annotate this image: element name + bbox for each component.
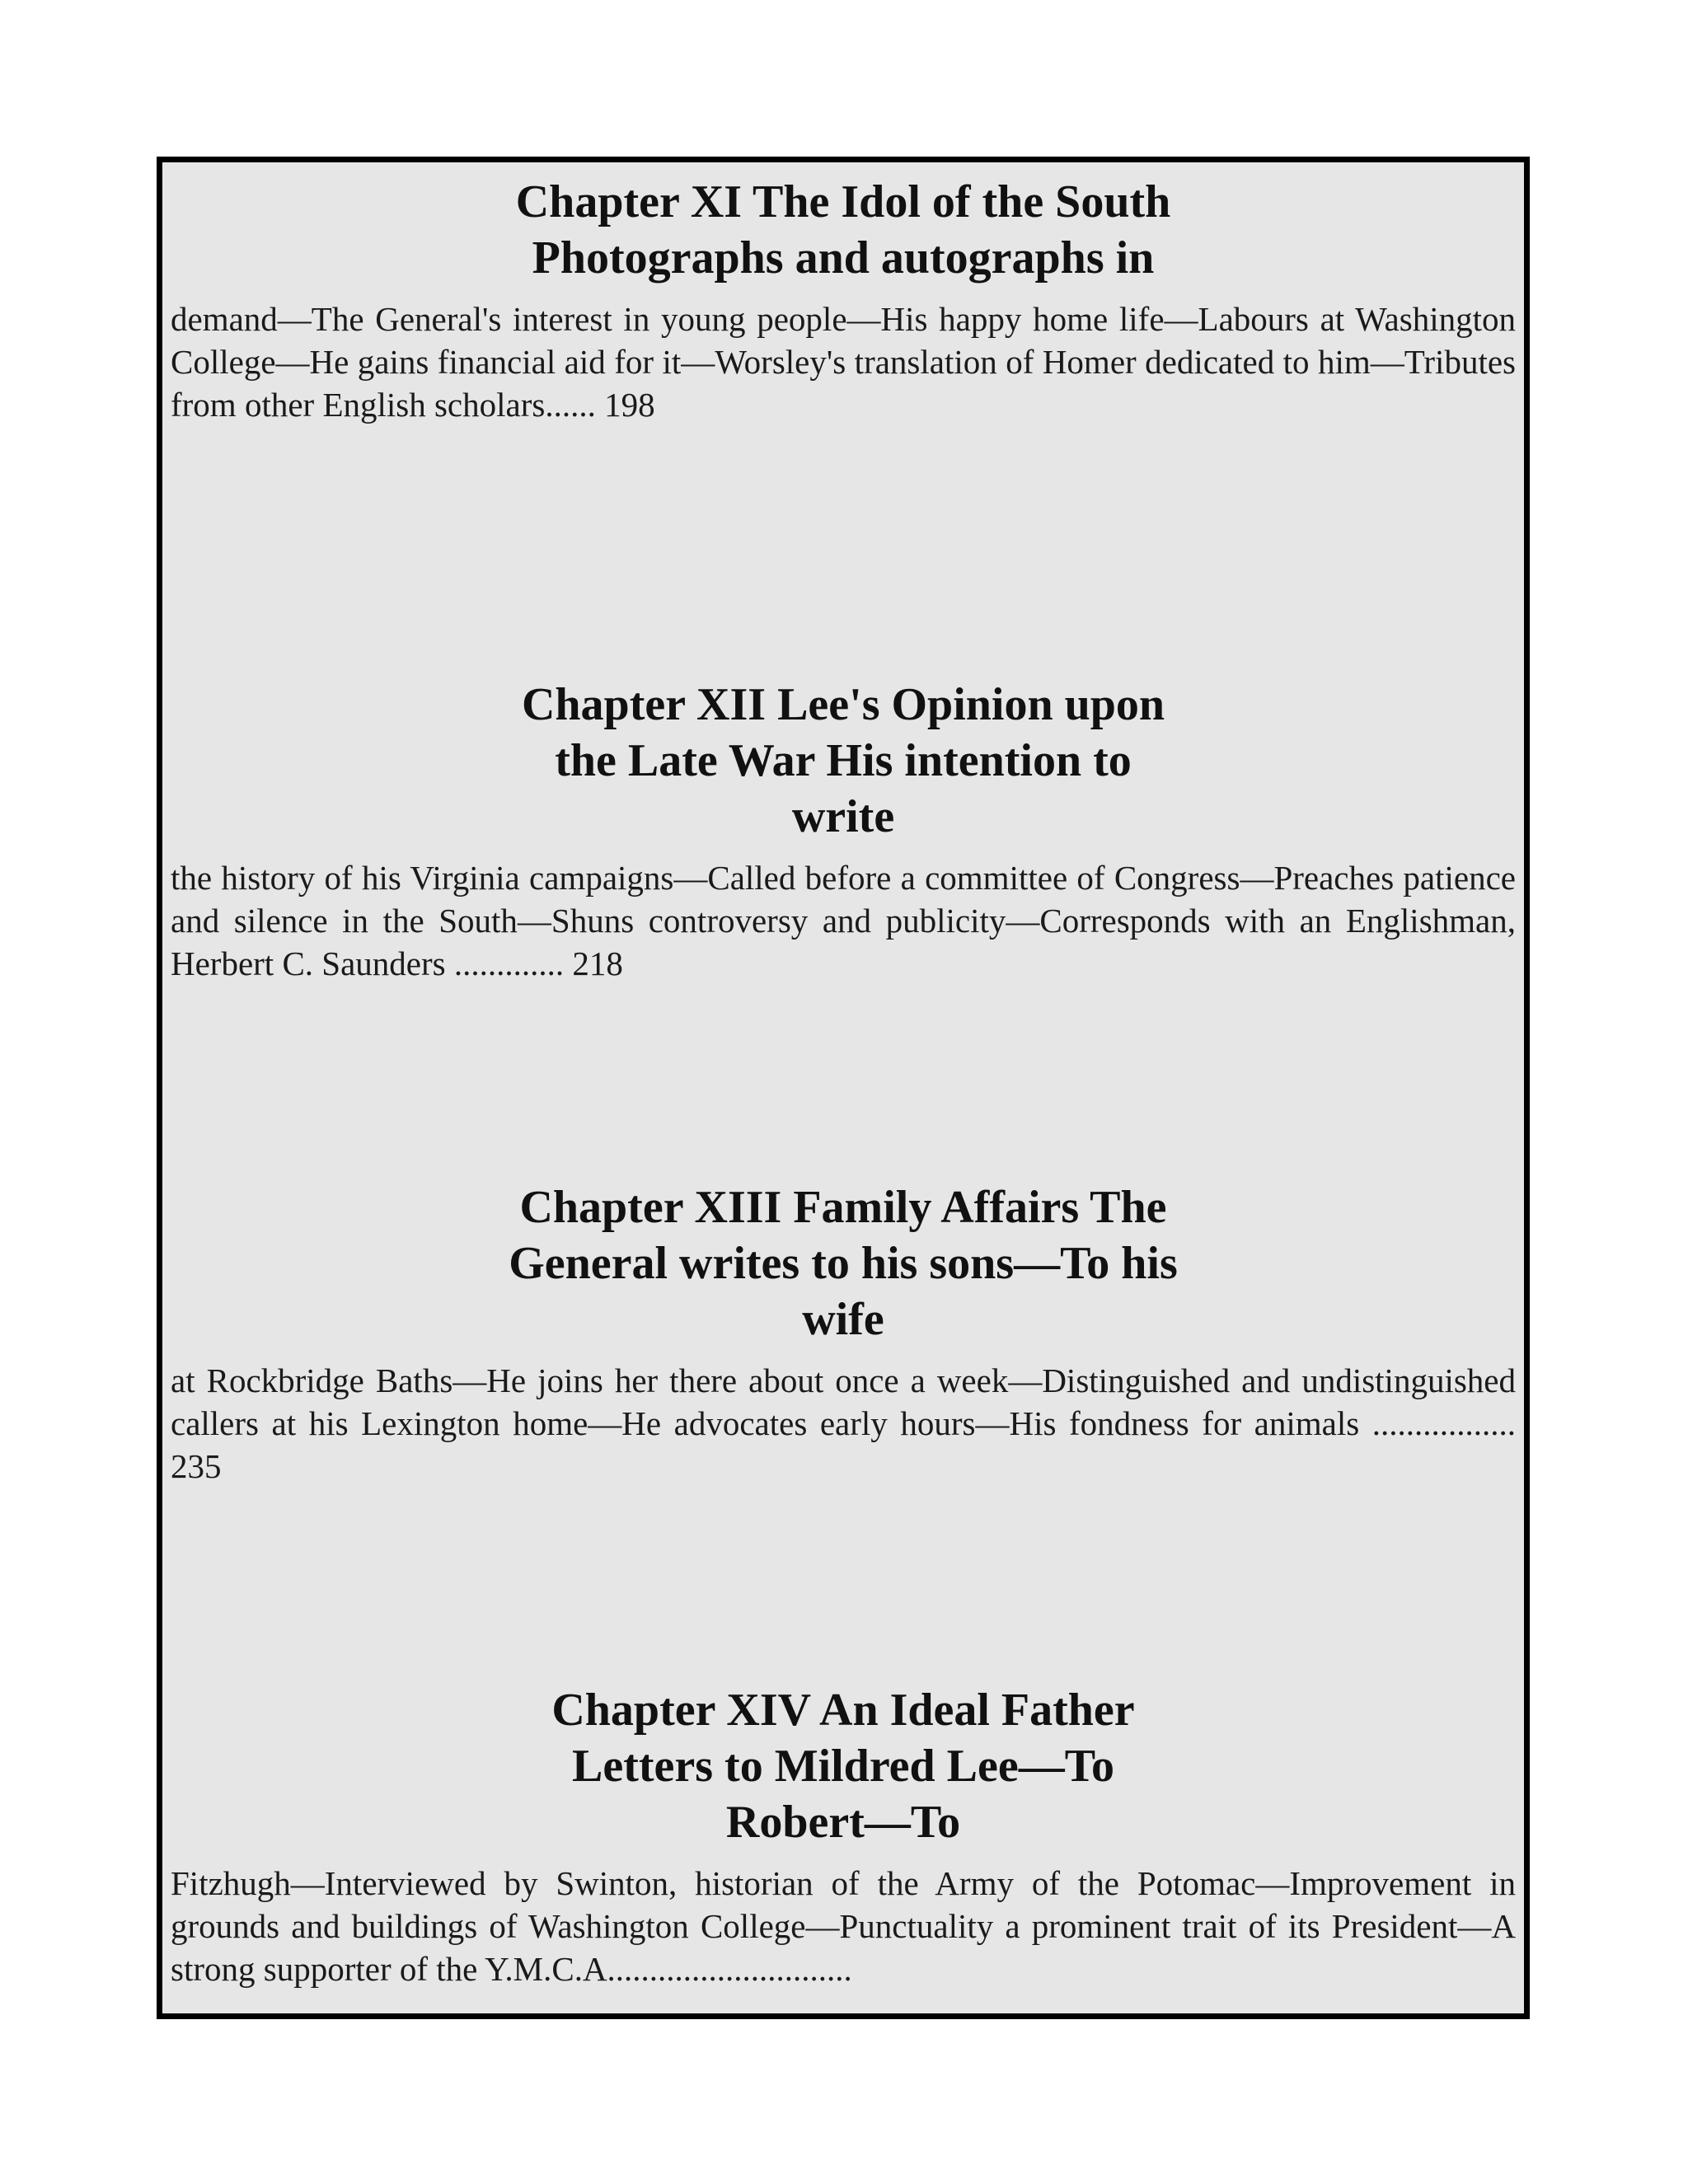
- chapter-entry-xiii: [171, 1179, 1516, 1488]
- chapter-entry-xii: [171, 677, 1516, 985]
- chapter-title: Chapter XI The Idol of the South Photographs and autographs in: [515, 176, 1171, 284]
- chapter-title: Chapter XIV An Ideal Father Letters to Mildred Lee—To Robert—To: [551, 1685, 1135, 1848]
- chapter-entry-xiv: [171, 1682, 1516, 1990]
- chapter-description: the history of his Virginia campaigns—Called before a committee of Congress—Preaches patience and silence in the South—Shuns controversy and publicity—Corresponds with an Englishman, Herbert C. Saunders ............. 218: [171, 859, 1516, 982]
- chapter-title: Chapter XII Lee's Opinion upon the Late War His intention to write: [521, 679, 1165, 842]
- chapter-title: Chapter XIII Family Affairs The General writes to his sons—To his wife: [509, 1182, 1178, 1345]
- chapter-entry-xi: [171, 174, 1516, 426]
- table-of-contents-box: [157, 157, 1530, 2019]
- chapter-description: demand—The General's interest in young people—His happy home life—Labours at Washington College—He gains financial aid for it—Worsley's translation of Homer dedicated to him—Tributes from other English scholars...... 198: [171, 300, 1516, 424]
- chapter-description: at Rockbridge Baths—He joins her there about once a week—Distinguished and undistinguished callers at his Lexington home—He advocates early hours—His fondness for animals ................. 235: [171, 1361, 1516, 1485]
- chapter-description: Fitzhugh—Interviewed by Swinton, historian of the Army of the Potomac—Improvement in grounds and buildings of Washington College—Punctuality a prominent trait of its President—A strong supporter of the Y.M.C.A.............................: [171, 1864, 1516, 1988]
